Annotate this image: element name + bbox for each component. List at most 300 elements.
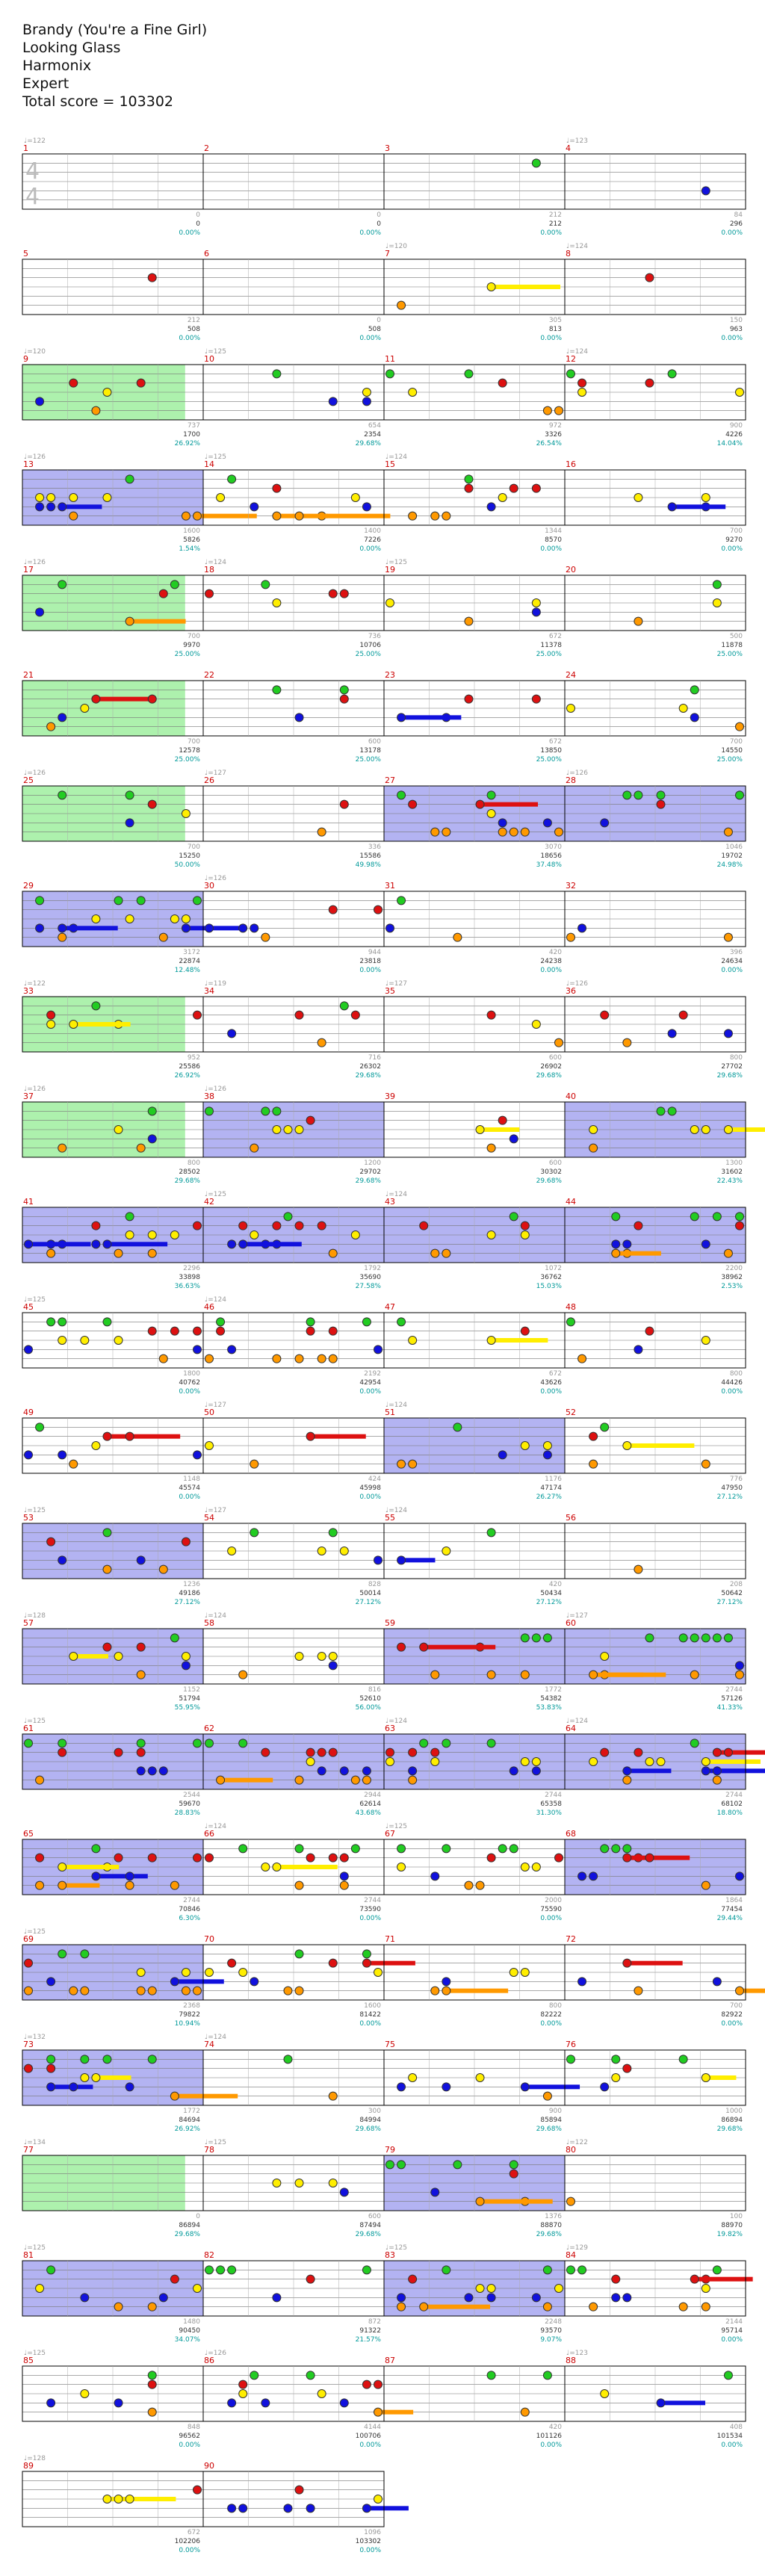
note-gem: [623, 1038, 631, 1047]
note-gem: [623, 1854, 631, 1862]
note-gem: [701, 494, 710, 502]
running-total: 59670: [179, 1801, 200, 1808]
measure-number: 74: [204, 2040, 214, 2049]
overdrive-percent: 26.92%: [174, 1072, 200, 1080]
note-gem: [668, 1107, 676, 1115]
note-gem: [228, 1959, 236, 1967]
note-gem: [713, 1978, 721, 1986]
overdrive-percent: 12.48%: [174, 967, 200, 974]
note-gem: [567, 2197, 575, 2205]
overdrive-percent: 2.53%: [721, 1283, 743, 1290]
running-total: 93570: [540, 2327, 562, 2335]
note-gem: [58, 1337, 66, 1345]
overdrive-percent: 0.00%: [721, 2336, 743, 2344]
note-gem: [239, 2390, 247, 2398]
overdrive-percent: 9.07%: [540, 2336, 562, 2344]
overdrive-percent: 29.68%: [536, 2231, 562, 2238]
measure-number: 81: [23, 2250, 34, 2260]
tempo-marker: ♩=126: [24, 453, 46, 461]
running-total: 73590: [359, 1906, 381, 1913]
overdrive-percent: 25.00%: [174, 756, 200, 764]
note-gem: [442, 2266, 450, 2274]
note-gem: [362, 1318, 371, 1326]
overdrive-percent: 0.00%: [540, 545, 562, 553]
note-gem: [612, 2074, 620, 2082]
measure-score: 2368: [183, 2002, 200, 2010]
overdrive-percent: 50.00%: [174, 861, 200, 869]
running-total: 81422: [359, 2011, 381, 2019]
note-gem: [690, 1671, 699, 1679]
note-gem: [193, 1346, 202, 1354]
note-gem: [295, 1881, 303, 1889]
note-gem: [543, 2371, 551, 2380]
note-gem: [126, 617, 134, 625]
note-gem: [612, 2055, 620, 2063]
note-gem: [340, 1872, 348, 1880]
measure-score: 2744: [545, 1792, 562, 1799]
running-total: 50014: [359, 1590, 381, 1597]
tempo-marker: ♩=127: [205, 1402, 226, 1409]
note-gem: [409, 1767, 417, 1775]
running-total: 7226: [364, 536, 381, 544]
note-gem: [217, 1776, 225, 1784]
note-gem: [25, 1346, 33, 1354]
note-gem: [589, 1460, 598, 1468]
measure-score: 672: [548, 1370, 562, 1378]
note-gem: [578, 1872, 586, 1880]
measure-score: 1600: [364, 2002, 381, 2010]
note-gem: [92, 1442, 100, 1450]
measure-score: 2200: [725, 1265, 743, 1272]
overdrive-percent: 29.68%: [355, 1177, 381, 1185]
note-gem: [521, 1863, 529, 1871]
measure-score: 800: [729, 1054, 743, 1062]
note-gem: [329, 1529, 337, 1537]
note-gem: [114, 1126, 123, 1134]
measure-score: 212: [548, 211, 562, 219]
measure-number: 72: [566, 1934, 576, 1944]
note-gem: [623, 1442, 631, 1450]
note-gem: [69, 1460, 78, 1468]
note-gem: [170, 1881, 179, 1889]
measure-number: 77: [23, 2145, 34, 2155]
note-gem: [601, 1423, 609, 1431]
note-gem: [713, 2266, 721, 2274]
note-gem: [521, 1671, 529, 1679]
note-gem: [284, 2055, 292, 2063]
note-gem: [148, 2408, 156, 2416]
tempo-marker: ♩=124: [205, 2034, 226, 2041]
note-gem: [36, 924, 44, 932]
note-gem: [567, 1318, 575, 1326]
measure-number: 78: [204, 2145, 214, 2155]
note-gem: [555, 1854, 563, 1862]
note-gem: [318, 1748, 326, 1756]
time-signature: 4: [25, 184, 40, 210]
note-gem: [362, 2266, 371, 2274]
overdrive-percent: 29.68%: [174, 1177, 200, 1185]
note-gem: [47, 1538, 55, 1546]
measure-number: 84: [566, 2250, 576, 2260]
note-gem: [306, 2504, 315, 2512]
running-total: 38962: [721, 1274, 743, 1281]
note-gem: [205, 2266, 214, 2274]
note-gem: [69, 494, 78, 502]
note-gem: [205, 1854, 214, 1862]
note-gem: [442, 1547, 450, 1555]
note-gem: [736, 1213, 744, 1221]
note-gem: [284, 1987, 292, 1995]
running-total: 963: [729, 326, 743, 333]
sustain-tail: [276, 1865, 337, 1869]
note-gem: [442, 1249, 450, 1257]
note-gem: [273, 370, 281, 378]
overdrive-percent: 0.00%: [721, 545, 743, 553]
overdrive-percent: 18.80%: [716, 1809, 743, 1817]
overdrive-percent: 0.00%: [721, 967, 743, 974]
measure-score: 305: [548, 317, 562, 324]
note-gem: [340, 1767, 348, 1775]
note-gem: [510, 1845, 518, 1853]
note-gem: [58, 1451, 66, 1459]
note-gem: [58, 1950, 66, 1958]
note-gem: [148, 800, 156, 808]
overdrive-percent: 25.00%: [536, 651, 562, 658]
measure-number: 20: [566, 565, 576, 575]
note-gem: [318, 1354, 326, 1363]
running-total: 75590: [540, 1906, 562, 1913]
note-gem: [81, 2074, 89, 2082]
note-gem: [578, 388, 586, 397]
sustain-tail: [96, 2075, 131, 2080]
note-gem: [193, 512, 202, 520]
note-gem: [374, 1556, 382, 1564]
note-gem: [295, 512, 303, 520]
note-gem: [92, 2074, 100, 2082]
measure-number: 48: [566, 1302, 576, 1312]
measure-score: 2000: [545, 1897, 562, 1904]
sustain-tail: [73, 1022, 130, 1027]
measure-number: 32: [566, 881, 576, 891]
measure-score: 3172: [183, 949, 200, 956]
note-gem: [114, 1653, 123, 1661]
note-gem: [386, 924, 394, 932]
note-gem: [612, 2294, 620, 2302]
tempo-marker: ♩=125: [205, 1191, 226, 1198]
note-gem: [148, 2055, 156, 2063]
note-gem: [601, 1011, 609, 1019]
measure-score: 4144: [364, 2424, 381, 2431]
note-gem: [409, 1776, 417, 1784]
note-gem: [532, 608, 540, 616]
running-total: 13178: [359, 747, 381, 755]
note-gem: [69, 2083, 78, 2091]
note-gem: [92, 1240, 100, 1248]
note-gem: [58, 1144, 66, 1152]
measure-number: 45: [23, 1302, 34, 1312]
note-gem: [103, 388, 111, 397]
note-gem: [612, 2275, 620, 2283]
note-gem: [193, 1451, 202, 1459]
sustain-tail: [593, 1673, 666, 1677]
note-gem: [351, 1776, 359, 1784]
note-gem: [103, 1318, 111, 1326]
running-total: 101534: [716, 2433, 743, 2440]
running-total: 45574: [179, 1484, 200, 1492]
note-gem: [182, 1987, 190, 1995]
sustain-tail: [627, 1961, 682, 1966]
sustain-tail: [96, 1874, 147, 1878]
measure-score: 408: [729, 2424, 743, 2431]
running-total: 28502: [179, 1168, 200, 1176]
note-gem: [589, 1758, 598, 1766]
note-gem: [36, 2285, 44, 2293]
note-gem: [193, 2486, 202, 2494]
overdrive-percent: 29.68%: [536, 1177, 562, 1185]
sustain-tail: [186, 926, 242, 930]
overdrive-percent: 0.00%: [721, 2020, 743, 2028]
note-gem: [114, 1249, 123, 1257]
note-gem: [612, 1213, 620, 1221]
running-total: 101126: [536, 2433, 562, 2440]
measure-score: 600: [368, 2213, 381, 2220]
note-gem: [148, 273, 156, 282]
measure-number: 19: [385, 565, 395, 575]
overdrive-percent: 26.54%: [536, 440, 562, 448]
note-gem: [205, 589, 214, 598]
measure-score: 1792: [364, 1265, 381, 1272]
note-gem: [295, 1950, 303, 1958]
running-total: 4226: [725, 431, 743, 439]
overdrive-percent: 29.68%: [355, 2125, 381, 2133]
note-gem: [340, 1854, 348, 1862]
note-gem: [374, 2408, 382, 2416]
note-gem: [228, 2504, 236, 2512]
note-gem: [306, 1432, 315, 1440]
note-gem: [634, 1222, 642, 1230]
note-gem: [137, 1556, 145, 1564]
note-gem: [318, 1547, 326, 1555]
running-total: 3326: [545, 431, 562, 439]
measure-score: 500: [729, 633, 743, 640]
note-gem: [487, 283, 495, 291]
note-gem: [498, 1116, 507, 1124]
measure-score: 0: [377, 317, 381, 324]
note-gem: [148, 2380, 156, 2388]
overdrive-percent: 0.00%: [359, 229, 381, 237]
running-total: 508: [368, 326, 381, 333]
overdrive-percent: 6.30%: [179, 1915, 200, 1922]
note-gem: [679, 2303, 687, 2311]
overdrive-percent: 31.30%: [536, 1809, 562, 1817]
running-total: 77454: [721, 1906, 743, 1913]
note-gem: [521, 1231, 529, 1239]
overdrive-percent: 0.00%: [721, 229, 743, 237]
note-gem: [239, 1240, 247, 1248]
measure-score: 1072: [545, 1265, 562, 1272]
note-gem: [543, 2303, 551, 2311]
running-total: 62614: [359, 1801, 381, 1808]
running-total: 5826: [183, 536, 200, 544]
note-gem: [386, 1758, 394, 1766]
measure-score: 1480: [183, 2318, 200, 2326]
note-gem: [578, 2266, 586, 2274]
note-gem: [273, 512, 281, 520]
sustain-tail: [243, 1242, 302, 1246]
note-gem: [92, 406, 100, 415]
note-gem: [397, 1863, 406, 1871]
running-total: 40762: [179, 1379, 200, 1387]
note-gem: [250, 1978, 258, 1986]
note-gem: [114, 2495, 123, 2504]
running-total: 100706: [355, 2433, 381, 2440]
note-gem: [47, 2083, 55, 2091]
note-gem: [498, 379, 507, 387]
note-gem: [329, 1854, 337, 1862]
tempo-marker: ♩=125: [385, 2244, 407, 2252]
measure-number: 40: [566, 1092, 576, 1101]
note-gem: [36, 608, 44, 616]
running-total: 296: [729, 220, 743, 228]
measure-score: 424: [368, 1476, 381, 1483]
measure-number: 90: [204, 2461, 214, 2471]
note-gem: [532, 599, 540, 607]
note-gem: [306, 2371, 315, 2380]
overdrive-percent: 27.12%: [716, 1599, 743, 1606]
note-gem: [351, 1231, 359, 1239]
measure-score: 1300: [725, 1159, 743, 1167]
note-gem: [634, 494, 642, 502]
sustain-tail: [627, 1856, 690, 1860]
note-gem: [306, 1327, 315, 1335]
note-gem: [239, 2504, 247, 2512]
sustain-tail: [367, 2506, 409, 2510]
note-gem: [409, 1460, 417, 1468]
note-gem: [58, 924, 66, 932]
note-gem: [126, 791, 134, 799]
measure-score: 2248: [545, 2318, 562, 2326]
note-gem: [329, 1354, 337, 1363]
note-gem: [543, 819, 551, 827]
overdrive-percent: 29.68%: [536, 1072, 562, 1080]
running-total: 68102: [721, 1801, 743, 1808]
running-total: 44426: [721, 1379, 743, 1387]
running-total: 9970: [183, 642, 200, 649]
measure-score: 2944: [364, 1792, 381, 1799]
tempo-marker: ♩=126: [24, 559, 46, 566]
note-gem: [567, 933, 575, 941]
note-gem: [679, 705, 687, 713]
note-gem: [340, 1547, 348, 1555]
note-gem: [521, 1634, 529, 1642]
measure-score: 420: [548, 1581, 562, 1588]
measure-score: 208: [729, 1581, 743, 1588]
note-gem: [690, 686, 699, 694]
sustain-tail: [322, 514, 391, 518]
note-gem: [126, 1881, 134, 1889]
measure-number: 33: [23, 986, 34, 996]
measure-number: 10: [204, 354, 214, 364]
sustain-tail: [616, 1251, 661, 1256]
measure-number: 61: [23, 1724, 34, 1733]
song-artist: Looking Glass: [22, 40, 121, 56]
note-gem: [362, 1767, 371, 1775]
note-gem: [126, 1432, 134, 1440]
measure-score: 816: [368, 1686, 381, 1694]
measure-number: 43: [385, 1197, 395, 1207]
measure-number: 87: [385, 2356, 395, 2365]
tempo-marker: ♩=122: [566, 2139, 588, 2146]
note-gem: [103, 2055, 111, 2063]
note-gem: [679, 1011, 687, 1019]
note-gem: [340, 589, 348, 598]
measure-number: 42: [204, 1197, 214, 1207]
note-gem: [261, 1107, 270, 1115]
note-gem: [103, 1565, 111, 1573]
note-gem: [431, 1758, 439, 1766]
note-gem: [170, 1327, 179, 1335]
measure-number: 50: [204, 1408, 214, 1417]
note-gem: [510, 1969, 518, 1977]
note-gem: [521, 1969, 529, 1977]
note-gem: [58, 713, 66, 722]
note-gem: [724, 1748, 732, 1756]
measure-number: 85: [23, 2356, 34, 2365]
measure-number: 68: [566, 1829, 576, 1839]
note-gem: [521, 1327, 529, 1335]
note-gem: [442, 2083, 450, 2091]
note-gem: [521, 1222, 529, 1230]
running-total: 29702: [359, 1168, 381, 1176]
note-gem: [25, 1739, 33, 1747]
running-total: 43626: [540, 1379, 562, 1387]
tempo-marker: ♩=124: [385, 1507, 407, 1514]
running-total: 1700: [183, 431, 200, 439]
note-gem: [397, 897, 406, 905]
note-gem: [148, 1854, 156, 1862]
note-gem: [103, 1529, 111, 1537]
tempo-marker: ♩=124: [205, 1823, 226, 1830]
running-total: 15250: [179, 852, 200, 860]
sustain-tail: [446, 1989, 508, 1993]
overdrive-percent: 55.95%: [174, 1704, 200, 1712]
note-gem: [273, 2294, 281, 2302]
note-gem: [578, 924, 586, 932]
measure-score: 672: [548, 633, 562, 640]
note-gem: [578, 1978, 586, 1986]
note-gem: [397, 2294, 406, 2302]
note-gem: [205, 1107, 214, 1115]
measure-number: 44: [566, 1197, 576, 1207]
note-gem: [397, 713, 406, 722]
note-gem: [81, 1950, 89, 1958]
note-gem: [170, 915, 179, 923]
running-total: 33898: [179, 1274, 200, 1281]
note-gem: [329, 1959, 337, 1967]
note-gem: [306, 1748, 315, 1756]
overdrive-percent: 0.00%: [359, 1915, 381, 1922]
note-gem: [81, 2055, 89, 2063]
tempo-marker: ♩=127: [205, 770, 226, 777]
note-gem: [487, 2371, 495, 2380]
running-total: 2354: [364, 431, 381, 439]
note-gem: [589, 1872, 598, 1880]
note-gem: [261, 1748, 270, 1756]
note-gem: [409, 1748, 417, 1756]
note-gem: [148, 695, 156, 703]
running-total: 84994: [359, 2117, 381, 2124]
note-gem: [47, 1021, 55, 1029]
